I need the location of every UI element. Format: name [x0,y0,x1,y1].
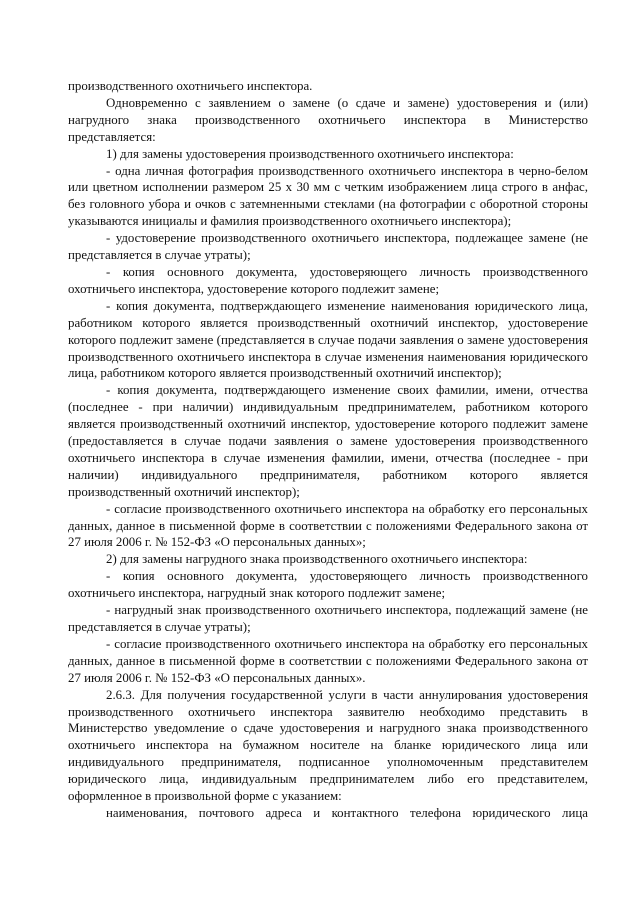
paragraph-12: - согласие производственного охотничьего инспектора на обработку его персональных данных, данное в письменной форме в соответствии с положениями Федерального закона от 27 июля 2006 г. № 152-ФЗ «О персональных данных». [68,636,588,685]
paragraph-0: производственного охотничьего инспектора. [68,79,313,93]
paragraph-8: - согласие производственного охотничьего инспектора на обработку его персональных данных, данное в письменной форме в соответствии с положениями Федерального закона от 27 июля 2006 г. № 152-ФЗ «О персональных данных»; [68,501,588,550]
paragraph-14: наименования, почтового адреса и контактного телефона юридического лица [106,805,588,820]
paragraph-2: 1) для замены удостоверения производственного охотничьего инспектора: [106,146,514,161]
paragraph-3: - одна личная фотография производственного охотничьего инспектора в черно-белом или цветном исполнении размером 25 x 30 мм с четким изображением лица строго в анфас, без головного убора и очков с затемненными стеклами (на фотографии с оборотной стороны указываются инициалы и фамилия производственного охотничьего инспектора); [68,163,588,229]
paragraph-5: - копия основного документа, удостоверяющего личность производственного охотничьего инспектора, удостоверение которого подлежит замене; [68,264,588,296]
paragraph-9: 2) для замены нагрудного знака производственного охотничьего инспектора: [106,552,528,567]
paragraph-7: - копия документа, подтверждающего изменение своих фамилии, имени, отчества (последнее - при наличии) индивидуальным предпринимателем, работником которого является производственный охотничий инспектор, удостоверение которого подлежит замене (предоставляется в случае подачи заявления о замене удостоверения производственного охотничьего инспектора в случае изменения фамилии, имени, отчества (последнее - при наличии) индивидуального предпринимателя, работником которого является производственный охотничий инспектор); [68,383,588,499]
paragraph-4: - удостоверение производственного охотничьего инспектора, подлежащее замене (не представляется в случае утраты); [68,231,588,263]
paragraph-1: Одновременно с заявлением о замене (о сдаче и замене) удостоверения и (или) нагрудного знака производственного охотничьего инспектора в Министерство представляется: [68,95,588,144]
document-page [68,78,588,822]
paragraph-6: - копия документа, подтверждающего изменение наименования юридического лица, работником которого является производственный охотничий инспектор, удостоверение которого подлежит замене (представляется в случае подачи заявления о замене удостоверения производственного охотничьего инспектора в случае изменения наименования юридического лица, работником которого является производственный охотничий инспектор); [68,298,588,381]
paragraph-11: - нагрудный знак производственного охотничьего инспектора, подлежащий замене (не представляется в случае утраты); [68,603,588,634]
paragraph-10: - копия основного документа, удостоверяющего личность производственного охотничьего инспектора, нагрудный знак которого подлежит замене; [68,569,588,601]
paragraph-13: 2.6.3. Для получения государственной услуги в части аннулирования удостоверения производственного охотничьего инспектора заявителю необходимо представить в Министерство уведомление о сдаче удостоверения и нагрудного знака производственного охотничьего инспектора на бумажном носителе на бланке юридического лица или индивидуального предпринимателя, подписанное уполномоченным представителем юридического лица, индивидуальным предпринимателем либо его представителем, оформленное в произвольной форме с указанием: [68,687,588,804]
